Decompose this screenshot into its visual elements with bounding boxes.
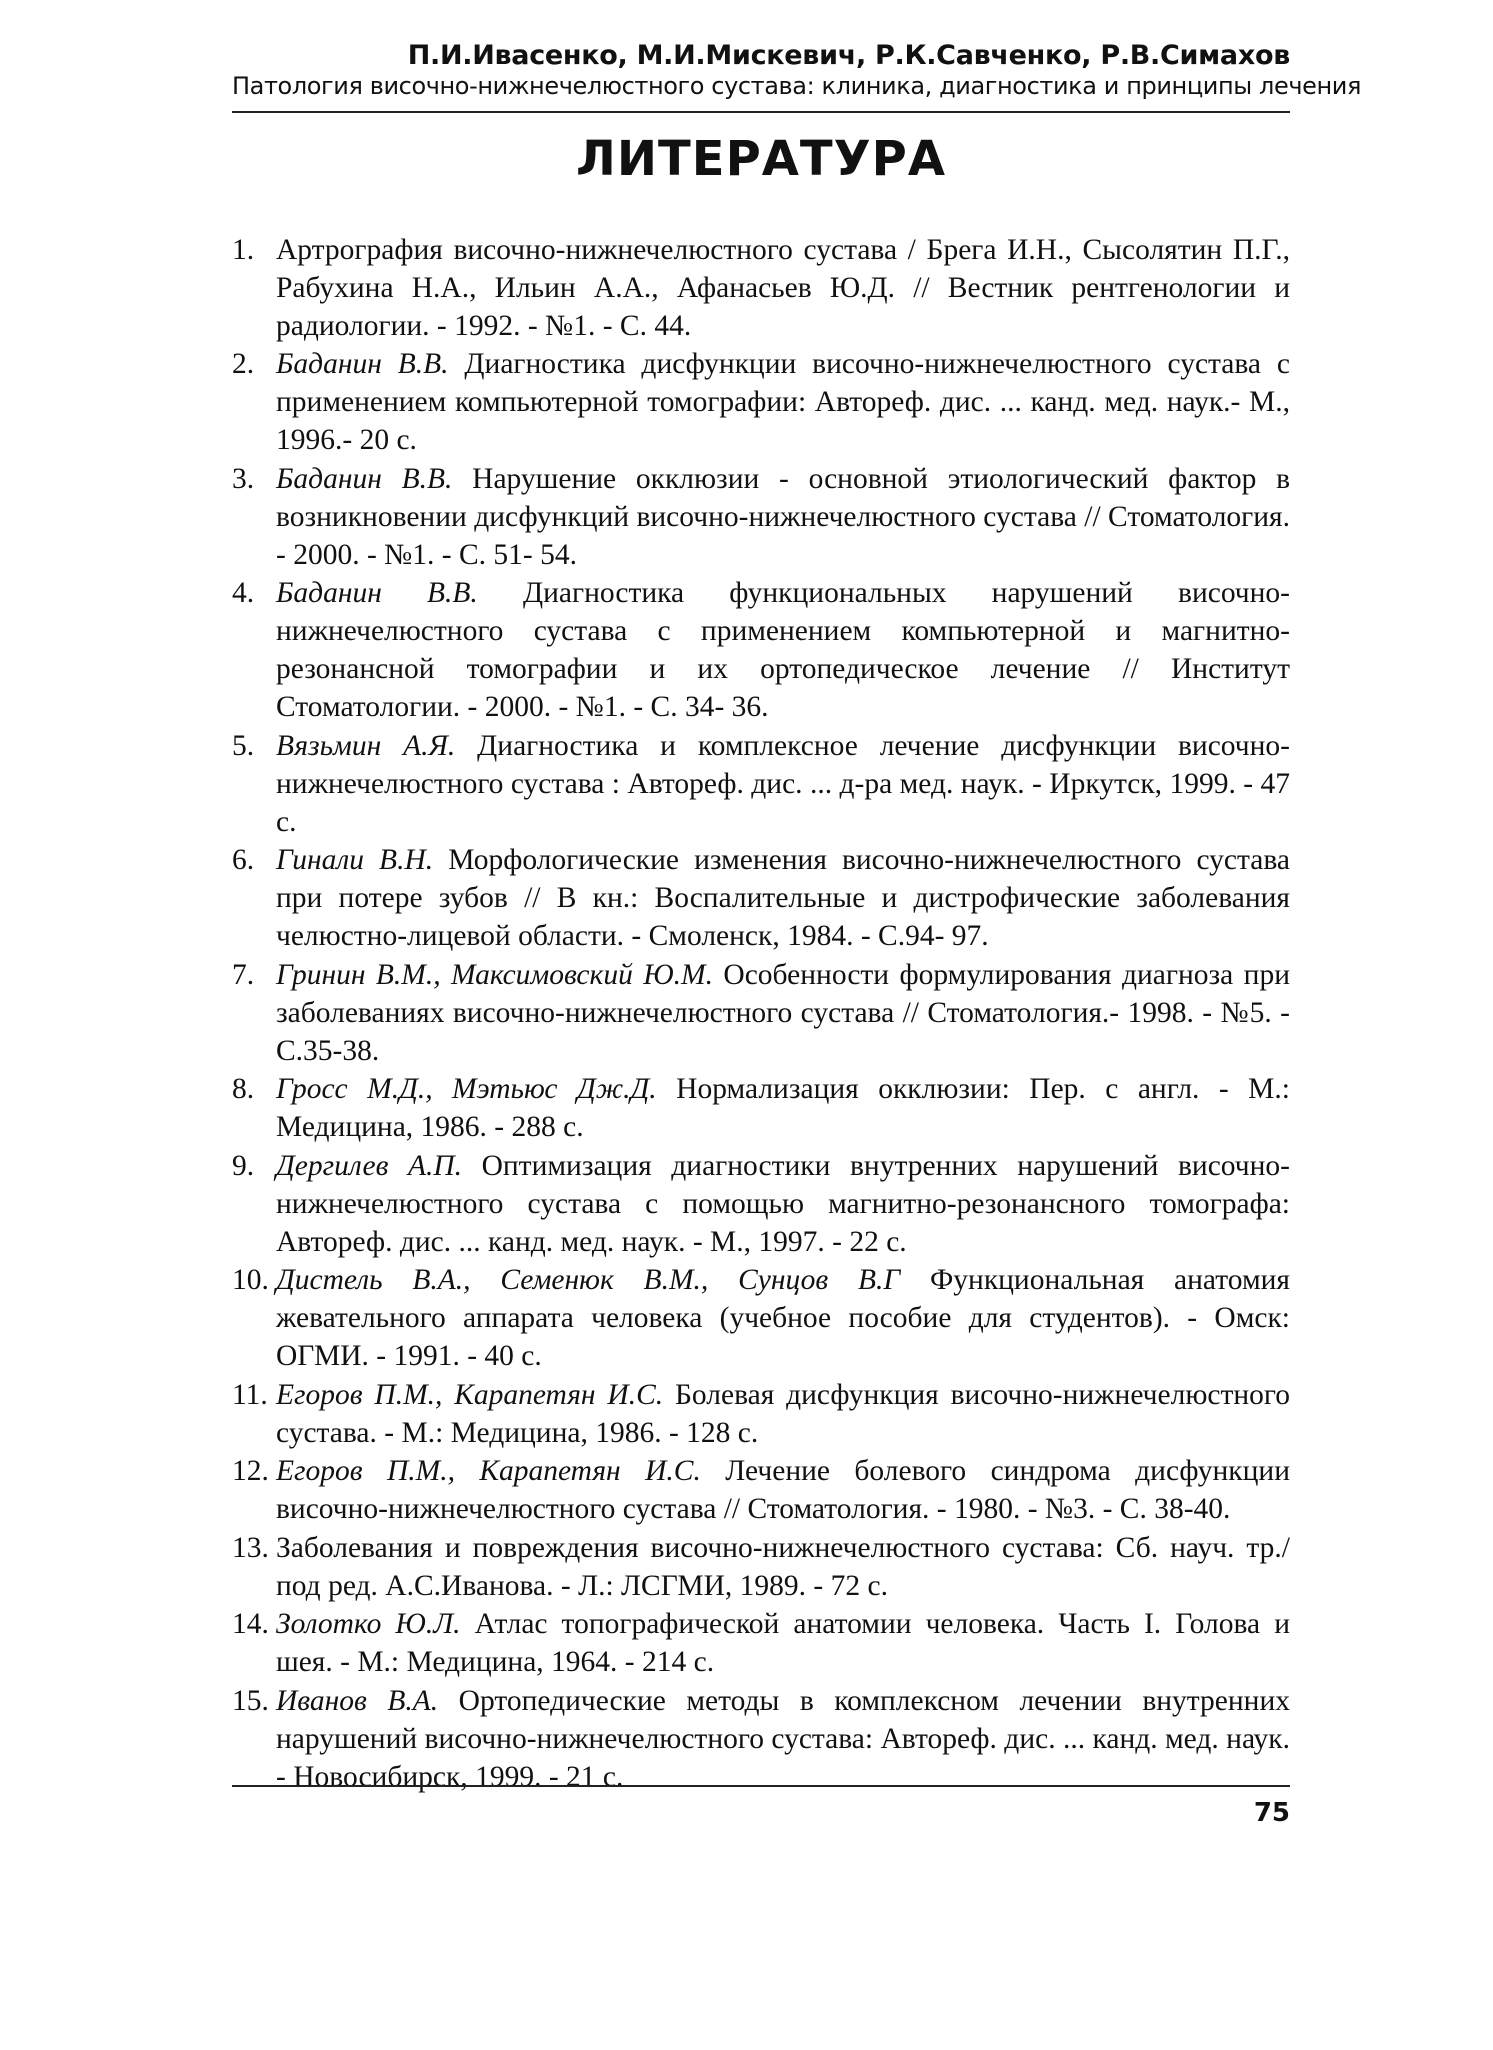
header-book-title: Патология височно-нижнечелюстного сустава: клиника, диагностика и принципы лечения	[232, 72, 1362, 101]
reference-item	[232, 460, 1290, 574]
section-title: ЛИТЕРАТУРА	[576, 130, 946, 187]
page-number: 75	[1253, 1798, 1290, 1828]
reference-item	[232, 1147, 1290, 1261]
reference-text: Нормализация окклюзии: Пер. с англ. - М.: Медицина, 1986. - 288 с.	[276, 1073, 1290, 1144]
reference-list	[232, 231, 1290, 1796]
reference-number: 1.	[232, 233, 255, 266]
reference-item	[232, 231, 1290, 345]
reference-authors: Золотко Ю.Л.	[276, 1608, 461, 1641]
reference-text: Заболевания и повреждения височно-нижнечелюстного сустава: Сб. науч. тр./ под ред. А.С.Иванова. - Л.: ЛСГМИ, 1989. - 72 с.	[276, 1531, 1290, 1602]
reference-item	[232, 1682, 1290, 1796]
reference-number: 14.	[232, 1608, 269, 1641]
reference-number: 12.	[232, 1455, 269, 1488]
header-authors: П.И.Ивасенко, М.И.Мискевич, Р.К.Савченко, Р.В.Симахов	[407, 40, 1290, 71]
reference-authors: Егоров П.М., Карапетян И.С.	[276, 1378, 664, 1411]
reference-item	[232, 1452, 1290, 1528]
reference-number: 11.	[232, 1378, 268, 1411]
reference-item	[232, 1376, 1290, 1452]
reference-item	[232, 574, 1290, 726]
reference-item	[232, 727, 1290, 841]
reference-number: 7.	[232, 958, 255, 991]
footer-divider	[232, 1785, 1290, 1787]
reference-text: Нарушение окклюзии - основной этиологический фактор в возникновении дисфункций височно-нижнечелюстного сустава // Стоматология. - 2000. - №1. - С. 51- 54.	[276, 462, 1290, 571]
reference-number: 3.	[232, 462, 255, 495]
reference-item	[232, 1529, 1290, 1605]
reference-text: Оптимизация диагностики внутренних нарушений височно-нижнечелюстного сустава с помощью магнитно-резонансного томографа: Автореф. дис. ... канд. мед. наук. - М., 1997. - 22 с.	[276, 1149, 1290, 1258]
reference-authors: Дергилев А.П.	[276, 1149, 463, 1182]
reference-number: 15.	[232, 1684, 269, 1717]
reference-text: Атлас топографической анатомии человека. Часть I. Голова и шея. - М.: Медицина, 1964. - 214 с.	[276, 1608, 1290, 1679]
reference-number: 13.	[232, 1531, 269, 1564]
header-divider	[232, 111, 1290, 113]
reference-item	[232, 956, 1290, 1070]
reference-authors: Гринин В.М., Максимовский Ю.М.	[276, 958, 713, 991]
reference-number: 10.	[232, 1264, 269, 1297]
reference-text: Диагностика функциональных нарушений височно-нижнечелюстного сустава с применением компьютерной и магнитно-резонансной томографии и их ортопедическое лечение // Институт Стоматологии. - 2000. - №1. - С. 34- 36.	[276, 577, 1291, 724]
reference-item	[232, 1261, 1290, 1375]
book-page	[232, 40, 1362, 1840]
reference-authors: Вязьмин А.Я.	[276, 729, 456, 762]
reference-text: Особенности формулирования диагноза при заболеваниях височно-нижнечелюстного сустава // Стоматология.- 1998. - №5. - С.35-38.	[276, 958, 1290, 1067]
reference-text: Ортопедические методы в комплексном лечении внутренних нарушений височно-нижнечелюстного сустава: Автореф. дис. ... канд. мед. наук. - Новосибирск, 1999. - 21 с.	[276, 1684, 1290, 1793]
reference-text: Диагностика дисфункции височно-нижнечелюстного сустава с применением компьютерной томографии: Автореф. дис. ... канд. мед. наук.- М., 1996.- 20 с.	[276, 348, 1291, 457]
reference-text: Морфологические изменения височно-нижнечелюстного сустава при потере зубов // В кн.: Воспалительные и дистрофические заболевания челюстно-лицевой области. - Смоленск, 1984. - С.94- 97.	[276, 844, 1290, 953]
reference-authors: Гросс М.Д., Мэтьюс Дж.Д.	[276, 1073, 657, 1106]
reference-authors: Баданин В.В.	[276, 348, 449, 381]
reference-item	[232, 1070, 1290, 1146]
reference-authors: Баданин В.В.	[276, 577, 478, 610]
reference-number: 9.	[232, 1149, 255, 1182]
reference-authors: Иванов В.А.	[276, 1684, 439, 1717]
reference-number: 8.	[232, 1073, 255, 1106]
reference-item	[232, 841, 1290, 955]
running-header	[232, 40, 1362, 101]
reference-authors: Егоров П.М., Карапетян И.С.	[276, 1455, 701, 1488]
reference-item	[232, 345, 1290, 459]
reference-text: Лечение болевого синдрома дисфункции височно-нижнечелюстного сустава // Стоматология. - 1980. - №3. - С. 38-40.	[276, 1455, 1291, 1526]
reference-number: 5.	[232, 729, 255, 762]
reference-authors: Баданин В.В.	[276, 462, 453, 495]
reference-authors: Дистель В.А., Семенюк В.М., Сунцов В.Г	[276, 1264, 901, 1297]
reference-text: Артрография височно-нижнечелюстного сустава / Брега И.Н., Сысолятин П.Г., Рабухина Н.А., Ильин А.А., Афанасьев Ю.Д. // Вестник рентгенологии и радиологии. - 1992. - №1. - С. 44.	[276, 233, 1290, 342]
reference-authors: Гинали В.Н.	[276, 844, 434, 877]
reference-number: 4.	[232, 577, 255, 610]
reference-item	[232, 1605, 1290, 1681]
reference-text: Болевая дисфункция височно-нижнечелюстного сустава. - М.: Медицина, 1986. - 128 с.	[276, 1378, 1290, 1449]
reference-number: 2.	[232, 348, 255, 381]
reference-text: Функциональная анатомия жевательного аппарата человека (учебное пособие для студентов). - Омск: ОГМИ. - 1991. - 40 с.	[276, 1264, 1290, 1373]
reference-text: Диагностика и комплексное лечение дисфункции височно-нижнечелюстного сустава : Автореф. дис. ... д-ра мед. наук. - Иркутск, 1999. - 47 с.	[276, 729, 1290, 838]
reference-number: 6.	[232, 844, 255, 877]
